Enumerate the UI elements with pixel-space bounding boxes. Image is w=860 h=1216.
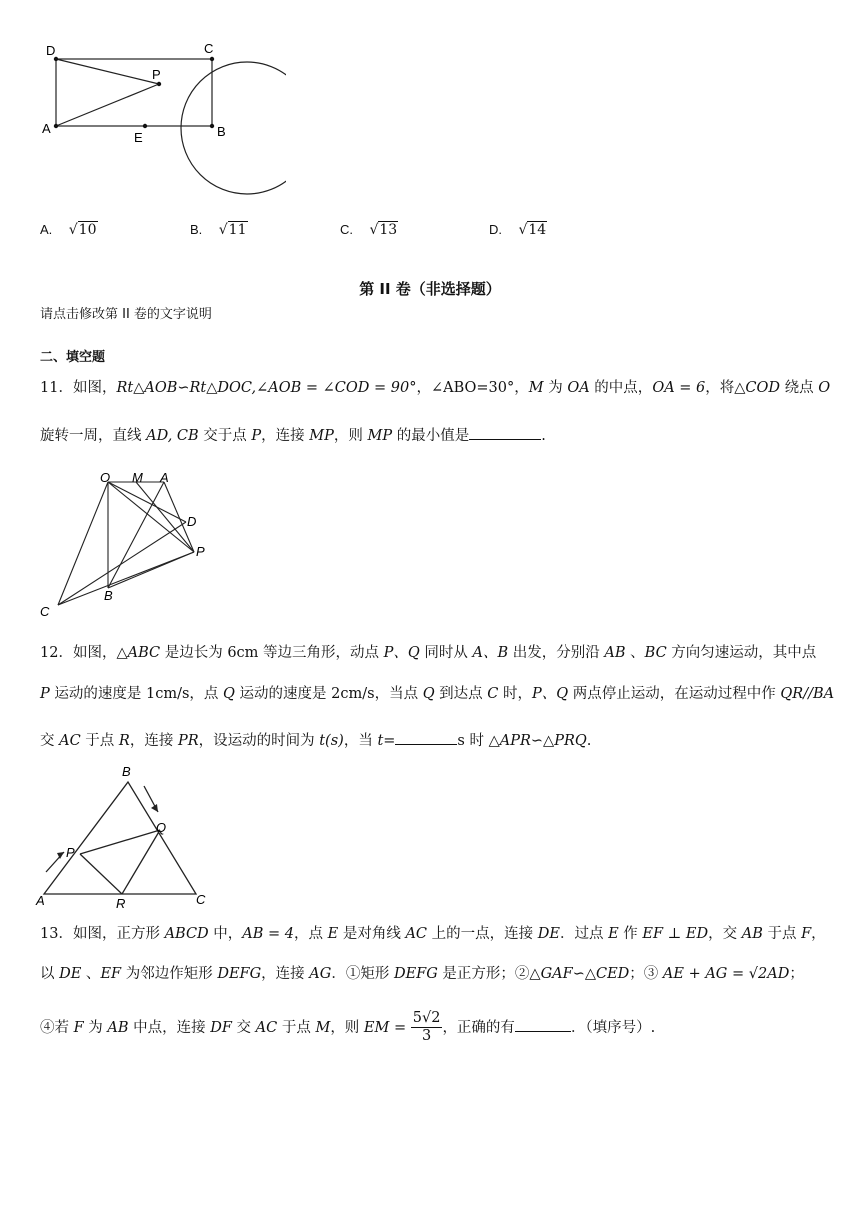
q13-line3: ④若 F 为 AB 中点，连接 DF 交 AC 于点 M，则 EM = $\frac{5√2}{3}$ ，正确的有 ．（填序号）. bbox=[40, 1010, 656, 1045]
option-a: A. √10 bbox=[40, 222, 97, 238]
label-b: B bbox=[104, 588, 113, 603]
option-b: B. √11 bbox=[190, 222, 247, 238]
q13-line1: 13．如图，正方形 ABCD 中，AB = 4，点 E 是对角线 AC 上的一点，连接 DE．过点 E 作 EF ⊥ ED，交 AB 于点 F， bbox=[40, 926, 826, 942]
label-b: B bbox=[217, 124, 226, 139]
label-a: A bbox=[160, 470, 169, 485]
label-c: C bbox=[204, 41, 214, 56]
label-m: M bbox=[132, 470, 143, 485]
label-r: R bbox=[116, 896, 126, 910]
q12-line3: 交 AC 于点 R，连接 PR，设运动的时间为 t(s)，当 t= s 时 △APR∽△PRQ. bbox=[40, 730, 591, 750]
figure-rectangle-circle bbox=[36, 38, 286, 203]
circle-shape bbox=[181, 62, 286, 194]
label-e: E bbox=[134, 130, 143, 145]
label-a: A bbox=[42, 121, 51, 136]
label-p: P bbox=[66, 845, 75, 860]
label-c: C bbox=[196, 892, 206, 907]
q11-line2: 旋转一周，直线 AD, CB 交于点 P，连接 MP，则 MP 的最小值是 . bbox=[40, 425, 546, 445]
label-a: A bbox=[36, 893, 45, 908]
q12-line1: 12．如图，△ABC 是边长为 6cm 等边三角形，动点 P、Q 同时从 A、B 出发，分别沿 AB 、BC 方向匀速运动，其中点 bbox=[40, 645, 817, 661]
fraction-em: $\frac{5√2}{3}$ bbox=[412, 1010, 441, 1045]
option-c: C. √13 bbox=[340, 222, 398, 238]
figure-equilateral-triangle bbox=[34, 760, 214, 910]
q12-line2: P 运动的速度是 1cm/s，点 Q 运动的速度是 2cm/s，当点 Q 到达点 C 时，P、Q 两点停止运动，在运动过程中作 QR//BA bbox=[40, 686, 835, 702]
part-heading: 二、填空题 bbox=[40, 350, 106, 365]
q13-line2: 以 DE 、EF 为邻边作矩形 DEFG，连接 AG．①矩形 DEFG 是正方形；②△GAF∽△CED；③ AE + AG = √2AD； bbox=[40, 966, 804, 982]
label-d: D bbox=[46, 43, 56, 58]
segment-dp bbox=[56, 59, 159, 84]
segment-ap bbox=[56, 84, 159, 126]
label-o: O bbox=[100, 470, 111, 485]
answer-blank-q12[interactable] bbox=[395, 730, 457, 745]
label-q: Q bbox=[156, 820, 167, 835]
answer-blank-q11[interactable] bbox=[469, 425, 541, 440]
figure-rotating-triangles bbox=[36, 470, 226, 620]
section-note: 请点击修改第 II 卷的文字说明 bbox=[40, 307, 212, 322]
answer-blank-q13[interactable] bbox=[515, 1017, 571, 1032]
option-d: D. √14 bbox=[489, 222, 547, 238]
label-p: P bbox=[152, 67, 161, 82]
label-p: P bbox=[196, 544, 205, 559]
section-title: 第 II 卷（非选择题） bbox=[359, 280, 501, 298]
q11-line1: 11．如图，Rt△AOB∽Rt△DOC,∠AOB = ∠COD = 90°，∠ABO=30°，M 为 OA 的中点，OA = 6，将△COD 绕点 O bbox=[40, 380, 831, 396]
label-b: B bbox=[122, 764, 131, 779]
label-c: C bbox=[40, 604, 50, 619]
label-d: D bbox=[187, 514, 197, 529]
